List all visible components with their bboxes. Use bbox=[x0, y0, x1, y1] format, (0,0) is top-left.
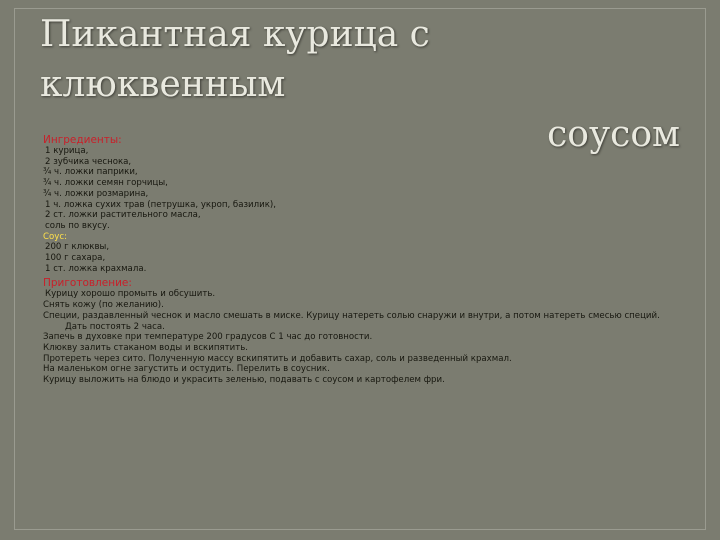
preparation-step: Снять кожу (по желанию). bbox=[43, 300, 164, 311]
preparation-step: Специи, раздавленный чеснок и масло смешать в миске. Курицу натереть солью снаружи и внутри, а потом натереть смесью специй. Дать постоять 2 часа. bbox=[43, 310, 660, 332]
preparation-step: Протереть через сито. Полученную массу вскипятить и добавить сахар, соль и разведенный крахмал. bbox=[43, 353, 512, 364]
preparation-step: Курицу выложить на блюдо и украсить зеленью, подавать с соусом и картофелем фри. bbox=[43, 375, 445, 386]
sauce-item: 1 ст. ложка крахмала. bbox=[45, 263, 147, 274]
ingredient-item: 1 ч. ложка сухих трав (петрушка, укроп, базилик), bbox=[45, 199, 276, 210]
recipe-content bbox=[43, 134, 683, 386]
ingredient-item: ¾ ч. ложки паприки, bbox=[43, 167, 138, 178]
preparation-step: На маленьком огне загустить и остудить. Перелить в соусник. bbox=[43, 364, 330, 375]
sauce-heading: Соус: bbox=[43, 231, 67, 242]
ingredient-item: соль по вкусу. bbox=[45, 220, 110, 231]
preparation-step: Клюкву залить стаканом воды и вскипятить. bbox=[43, 342, 249, 353]
ingredient-item: ¾ ч. ложки семян горчицы, bbox=[43, 178, 168, 189]
title-line-2: соусом bbox=[547, 114, 680, 155]
ingredient-item: 2 ст. ложки растительного масла, bbox=[45, 210, 201, 221]
preparation-step: Запечь в духовке при температуре 200 градусов С 1 час до готовности. bbox=[43, 332, 373, 343]
ingredients-heading: Ингредиенты: bbox=[43, 134, 122, 146]
preparation-heading: Приготовление: bbox=[43, 277, 132, 290]
ingredient-item: ¾ ч. ложки розмарина, bbox=[43, 188, 149, 199]
preparation-step: Курицу хорошо промыть и обсушить. bbox=[45, 289, 216, 300]
ingredient-item: 1 курица, bbox=[45, 146, 89, 156]
title-line-1: Пикантная курица с клюквенным bbox=[40, 14, 430, 105]
sauce-item: 200 г клюквы, bbox=[45, 242, 110, 253]
sauce-item: 100 г сахара, bbox=[45, 253, 106, 264]
ingredient-item: 2 зубчика чеснока, bbox=[45, 156, 132, 167]
